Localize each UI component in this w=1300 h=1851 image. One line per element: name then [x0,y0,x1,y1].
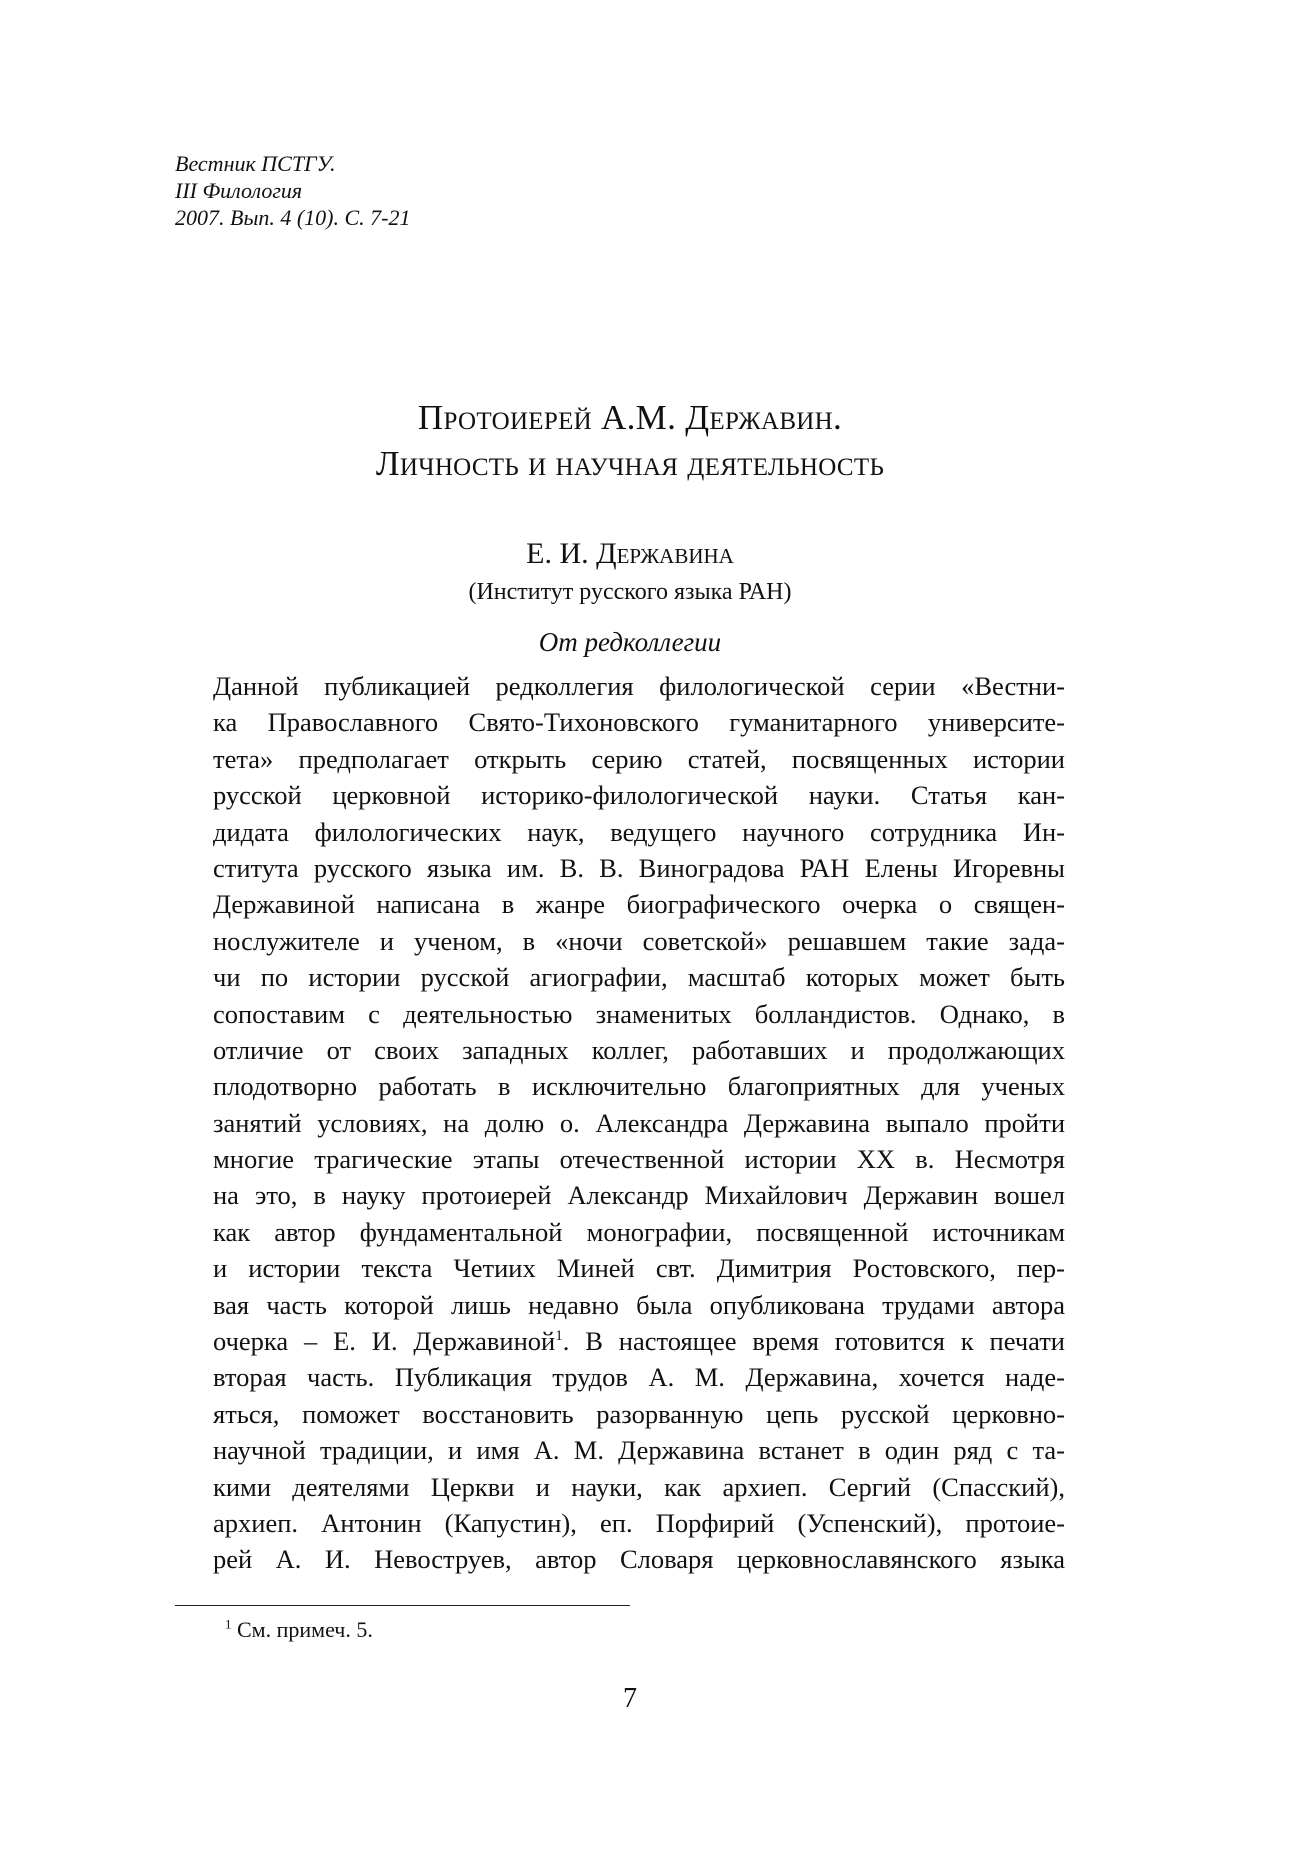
page-number: 7 [623,1683,637,1714]
article-title [180,395,1080,487]
title-line-1: Протоиерей А.М. Державин. [417,398,843,437]
body-line: отличие от своих западных коллег, работавших и продолжающих [213,1034,1065,1065]
body-line: чи по истории русской агиографии, масштаб которых может быть [213,962,1065,993]
footnote-divider [175,1605,630,1606]
journal-name: Вестник ПСТГУ. [175,151,336,176]
journal-series: III Филология [175,178,303,203]
body-line: научной традиции, и имя А. М. Державина встанет в один ряд с та- [213,1435,1065,1466]
body-line: нослужителе и ученом, в «ночи советской» решавшем такие зада- [213,925,1065,956]
body-line: тета» предполагает открыть серию статей, посвященных истории [213,743,1065,774]
body-line: яться, поможет восстановить разорванную цепь русской церковно- [213,1398,1065,1429]
body-line: рей А. И. Невоструев, автор Словаря церковнославянского языка [213,1544,1065,1575]
footnote-text: См. примеч. 5. [231,1617,373,1642]
footnote-mark: 1 [225,1616,232,1632]
body-line: плодотворно работать в исключительно благоприятных для ученых [213,1071,1065,1102]
journal-info [175,150,411,231]
body-line-text: . В настоящее время готовится к печати [562,1326,1065,1357]
body-line: и истории текста Четиих Миней свт. Димитрия Ростовского, пер- [213,1253,1065,1284]
section-heading: От редколлегии [538,627,722,657]
body-line: русской церковной историко-филологической науки. Статья кан- [213,780,1065,811]
body-line: архиеп. Антонин (Капустин), еп. Порфирий (Успенский), протоие- [213,1507,1065,1538]
title-line-2: Личность и научная деятельность [375,444,885,483]
author-name: Е. И. Державина [526,537,734,570]
body-text [213,668,1065,1578]
body-line: Данной публикацией редколлегия филологической серии «Вестни- [213,671,1065,701]
body-line: дидата филологических наук, ведущего научного сотрудника Ин- [213,816,1065,847]
body-line: занятий условиях, на долю о. Александра Державина выпало пройти [213,1107,1065,1138]
body-line: как автор фундаментальной монографии, посвященной источникам [213,1216,1065,1247]
body-line: на это, в науку протоиерей Александр Михайлович Державин вошел [213,1180,1065,1211]
body-line: Державиной написана в жанре биографического очерка о священ- [213,889,1065,920]
body-line: кими деятелями Церкви и науки, как архиеп. Сергий (Спасский), [213,1471,1065,1502]
body-line: ка Православного Свято-Тихоновского гуманитарного университе- [213,707,1065,738]
body-line: многие трагические этапы отечественной истории XX в. Несмотря [213,1144,1065,1175]
author-affiliation: (Институт русского языка РАН) [468,579,792,605]
body-line: вая часть которой лишь недавно была опубликована трудами автора [213,1289,1065,1320]
footnote-reference[interactable]: 1 [555,1328,563,1345]
body-line: ститута русского языка им. В. В. Виноградова РАН Елены Игоревны [213,852,1065,883]
footnote [225,1616,373,1644]
body-line: вторая часть. Публикация трудов А. М. Державина, хочется наде- [213,1362,1065,1393]
body-line: сопоставим с деятельностью знаменитых болландистов. Однако, в [213,998,1065,1029]
body-line-with-footnote [213,1323,1065,1359]
journal-issue: 2007. Вып. 4 (10). С. 7-21 [175,205,411,230]
body-line-text: очерка – Е. И. Державиной [213,1326,556,1357]
